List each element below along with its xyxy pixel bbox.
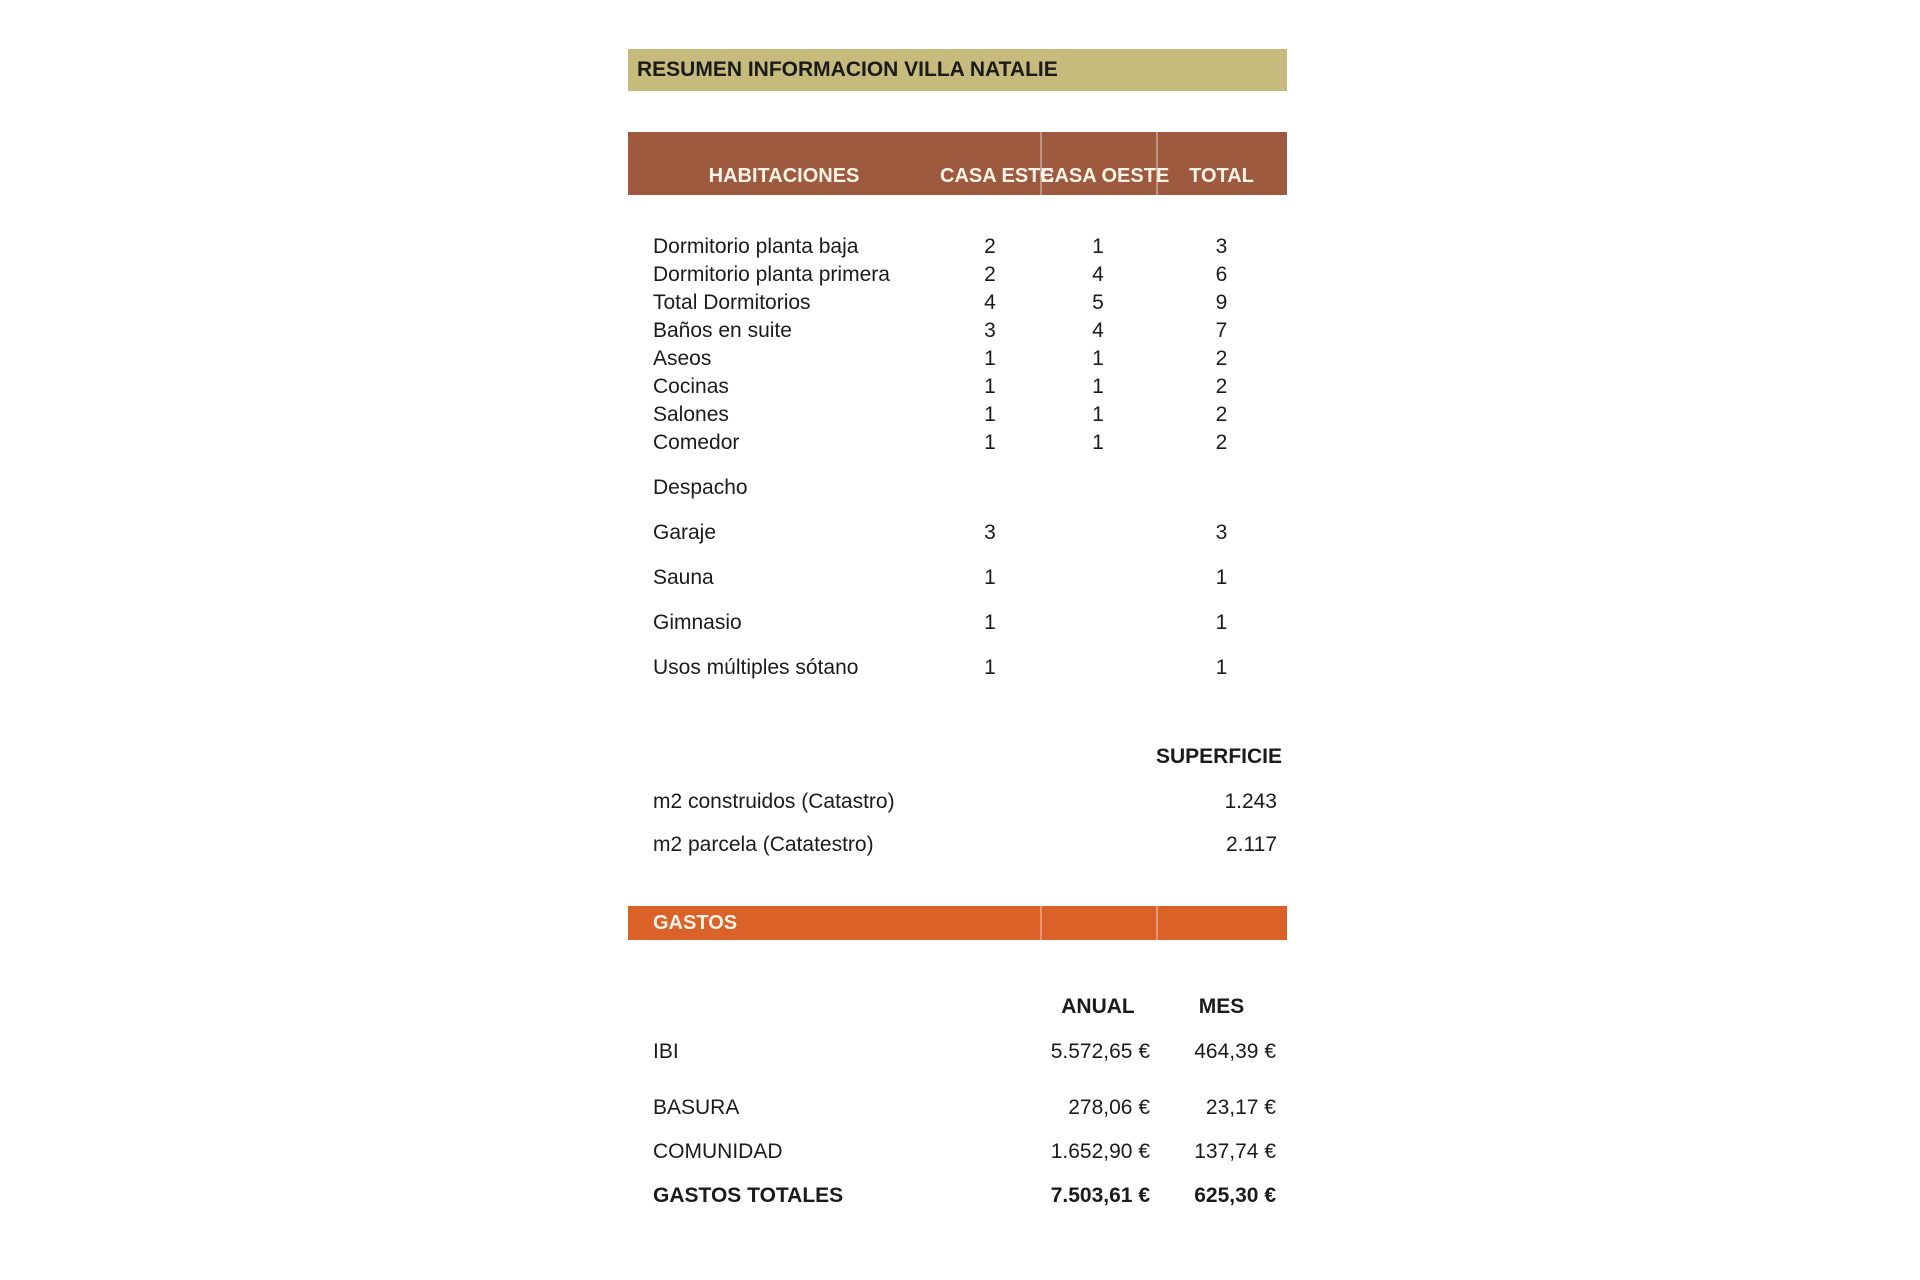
cell-mes: 464,39 €	[1194, 1040, 1276, 1063]
cell-anual: 7.503,61 €	[1050, 1184, 1150, 1207]
gastos-row	[628, 1038, 1287, 1066]
gastos-rows	[628, 1038, 1287, 1210]
habitaciones-row	[628, 345, 1287, 373]
column-header-mes: MES	[1198, 995, 1245, 1018]
superficie-row	[628, 831, 1287, 859]
row-label: Dormitorio planta baja	[653, 235, 859, 258]
row-label: BASURA	[653, 1096, 740, 1119]
cell-casa-este: 1	[984, 403, 996, 426]
cell-total: 1	[1215, 566, 1228, 589]
cell-anual: 5.572,65 €	[1050, 1040, 1150, 1063]
row-label: GASTOS TOTALES	[653, 1184, 844, 1207]
cell-total: 7	[1215, 319, 1228, 342]
title-bar	[628, 49, 1287, 91]
row-label: m2 construidos (Catastro)	[653, 790, 895, 813]
cell-casa-oeste: 1	[1092, 403, 1104, 426]
cell-total	[1156, 474, 1287, 502]
column-header-casa-oeste: CASA OESTE	[1040, 165, 1170, 187]
cell-casa-oeste: 4	[1092, 263, 1104, 286]
column-header-casa-este: CASA ESTE	[940, 165, 1054, 187]
cell-casa-este: 1	[984, 375, 996, 398]
cell-casa-este	[940, 474, 1040, 502]
habitaciones-header-band	[628, 132, 1287, 195]
row-label: Usos múltiples sótano	[653, 656, 859, 679]
habitaciones-row	[628, 654, 1287, 682]
cell-casa-oeste	[1040, 564, 1156, 592]
cell-casa-este: 4	[984, 291, 996, 314]
gastos-row	[628, 1094, 1287, 1122]
column-separator	[1156, 906, 1158, 940]
habitaciones-row	[628, 317, 1287, 345]
cell-total: 1	[1215, 611, 1228, 634]
row-label: m2 parcela (Catatestro)	[653, 833, 874, 856]
cell-casa-este: 1	[984, 611, 996, 634]
cell-casa-oeste: 1	[1092, 431, 1104, 454]
cell-anual: 278,06 €	[1068, 1096, 1150, 1119]
cell-casa-este: 2	[984, 263, 996, 286]
cell-casa-oeste	[1040, 609, 1156, 637]
row-label: Garaje	[653, 521, 717, 544]
cell-casa-este: 2	[984, 235, 996, 258]
habitaciones-row	[628, 401, 1287, 429]
cell-total: 1	[1215, 656, 1228, 679]
row-label: IBI	[653, 1040, 679, 1063]
cell-casa-este: 1	[984, 656, 996, 679]
row-label: Gimnasio	[653, 611, 742, 634]
row-label: COMUNIDAD	[653, 1140, 783, 1163]
row-label: Dormitorio planta primera	[653, 263, 890, 286]
row-label: Despacho	[653, 476, 748, 499]
habitaciones-row	[628, 519, 1287, 547]
gastos-row	[628, 1182, 1287, 1210]
cell-casa-oeste: 1	[1092, 235, 1104, 258]
habitaciones-row	[628, 564, 1287, 592]
cell-mes: 23,17 €	[1205, 1096, 1276, 1119]
row-label: Cocinas	[653, 375, 729, 398]
column-header-anual: ANUAL	[1061, 995, 1135, 1018]
cell-superficie-value: 2.117	[1226, 833, 1277, 856]
cell-total: 2	[1215, 375, 1228, 398]
superficie-rows	[628, 788, 1287, 859]
habitaciones-row	[628, 429, 1287, 457]
cell-total: 2	[1215, 347, 1228, 370]
column-separator	[1156, 132, 1158, 195]
habitaciones-row	[628, 474, 1287, 502]
cell-total: 2	[1215, 431, 1228, 454]
cell-casa-este: 1	[984, 431, 996, 454]
row-label: Baños en suite	[653, 319, 792, 342]
column-header-total: TOTAL	[1189, 165, 1254, 187]
habitaciones-row	[628, 373, 1287, 401]
cell-total: 3	[1215, 521, 1228, 544]
habitaciones-rows	[628, 233, 1287, 682]
cell-casa-oeste	[1040, 474, 1156, 502]
cell-casa-este: 1	[984, 347, 996, 370]
cell-casa-este: 1	[984, 566, 996, 589]
cell-mes: 137,74 €	[1194, 1140, 1276, 1163]
cell-casa-oeste: 1	[1092, 375, 1104, 398]
habitaciones-row	[628, 289, 1287, 317]
villa-summary-sheet	[628, 49, 1287, 1210]
column-header-habitaciones: HABITACIONES	[708, 165, 860, 187]
row-label: Aseos	[653, 347, 712, 370]
cell-total: 3	[1215, 235, 1228, 258]
gastos-column-headers	[628, 993, 1287, 1021]
cell-total: 6	[1215, 263, 1228, 286]
cell-casa-oeste: 4	[1092, 319, 1104, 342]
page-title: RESUMEN INFORMACION VILLA NATALIE	[637, 58, 1058, 81]
cell-casa-oeste: 5	[1092, 291, 1104, 314]
gastos-row	[628, 1138, 1287, 1166]
cell-casa-este: 3	[984, 319, 996, 342]
cell-casa-oeste: 1	[1092, 347, 1104, 370]
cell-total: 2	[1215, 403, 1228, 426]
gastos-band-label: GASTOS	[653, 912, 738, 934]
column-separator	[1040, 132, 1042, 195]
habitaciones-row	[628, 233, 1287, 261]
superficie-row	[628, 788, 1287, 816]
row-label: Total Dormitorios	[653, 291, 811, 314]
cell-casa-oeste	[1040, 654, 1156, 682]
gastos-band	[628, 906, 1287, 940]
row-label: Salones	[653, 403, 729, 426]
cell-total: 9	[1215, 291, 1228, 314]
superficie-header: SUPERFICIE	[1156, 745, 1283, 768]
cell-casa-oeste	[1040, 519, 1156, 547]
row-label: Comedor	[653, 431, 740, 454]
cell-anual: 1.652,90 €	[1050, 1140, 1150, 1163]
cell-mes: 625,30 €	[1194, 1184, 1276, 1207]
habitaciones-row	[628, 609, 1287, 637]
column-separator	[1040, 906, 1042, 940]
habitaciones-row	[628, 261, 1287, 289]
superficie-header-row	[628, 743, 1287, 771]
cell-casa-este: 3	[984, 521, 996, 544]
row-label: Sauna	[653, 566, 714, 589]
cell-superficie-value: 1.243	[1224, 790, 1277, 813]
